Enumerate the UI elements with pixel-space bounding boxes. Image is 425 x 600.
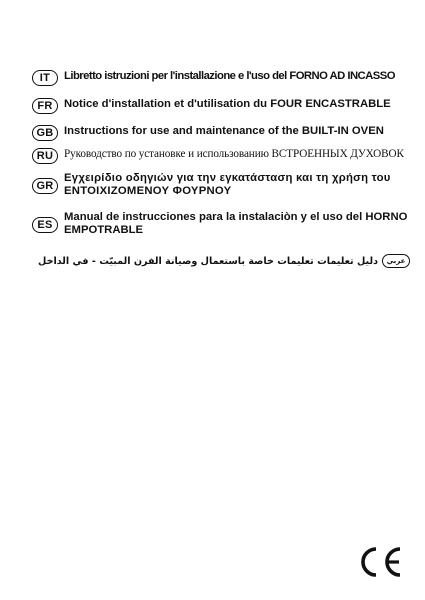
language-badge-ru: RU	[32, 148, 58, 164]
title-ru: Руководство по установке и использованию ВСТРОЕННЫХ ДУХОВОК	[64, 148, 404, 160]
language-badge-fr: FR	[32, 98, 58, 114]
language-badge-es: ES	[32, 217, 58, 233]
language-entry-fr	[32, 98, 412, 114]
language-badge-ar: عربي	[382, 254, 410, 268]
language-badge-it: IT	[32, 70, 58, 86]
language-entry-it	[32, 70, 412, 86]
ce-mark-icon	[356, 546, 404, 578]
language-entry-ar	[38, 254, 410, 268]
title-gb: Instructions for use and maintenance of the BUILT-IN OVEN	[64, 125, 384, 137]
title-gr: Εγχειρίδιο οδηγιών για την εγκατάσταση και τη χρήση του ΕΝΤΟΙΧΙΖΟΜΕΝΟΥ ΦΟΥΡΝΟΥ	[64, 172, 391, 197]
language-entry-gr	[32, 172, 412, 198]
title-fr: Notice d'installation et d'utilisation du FOUR ENCASTRABLE	[64, 98, 391, 110]
title-it: Libretto istruzioni per l'installazione e l'uso del FORNO AD INCASSO	[64, 70, 395, 82]
language-entry-ru	[32, 148, 412, 164]
language-badge-gb: GB	[32, 125, 58, 141]
title-ar: دليل تعليمات تعليمات خاصة باستعمال وصيانة الفرن المبيّت - في الداخل	[38, 255, 378, 267]
language-entry-gb	[32, 125, 412, 141]
title-es: Manual de instrucciones para la instalaciòn y el uso del HORNO EMPOTRABLE	[64, 211, 408, 236]
language-badge-gr: GR	[32, 178, 58, 194]
language-entry-es	[32, 211, 412, 237]
